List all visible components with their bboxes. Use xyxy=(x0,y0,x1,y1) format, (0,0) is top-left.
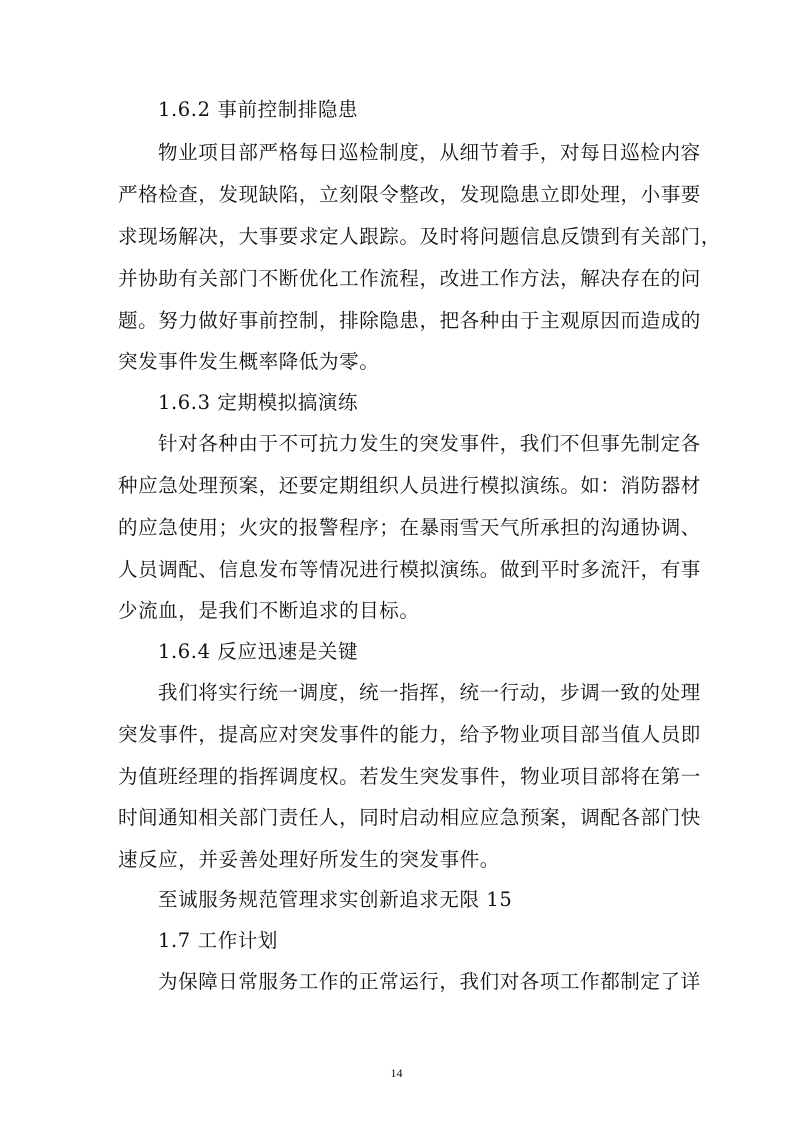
section-heading-1-6-3: 1.6.3 定期模拟搞演练 xyxy=(158,391,359,414)
paragraph-line: 种应急处理预案，还要定期组织人员进行模拟演练。如：消防器材 xyxy=(118,474,701,497)
paragraph-line: 人员调配、信息发布等情况进行模拟演练。做到平时多流汗，有事 xyxy=(118,558,701,581)
paragraph-line: 速反应，并妥善处理好所发生的突发事件。 xyxy=(118,848,500,871)
paragraph-line: 并协助有关部门不断优化工作流程，改进工作方法，解决存在的问 xyxy=(118,267,701,290)
paragraph-line: 少流血，是我们不断追求的目标。 xyxy=(118,599,420,622)
paragraph-line: 为值班经理的指挥调度权。若发生突发事件，物业项目部将在第一 xyxy=(118,765,701,788)
paragraph-line: 我们将实行统一调度，统一指挥，统一行动，步调一致的处理 xyxy=(158,681,701,704)
section-heading-1-6-2: 1.6.2 事前控制排隐患 xyxy=(158,98,359,121)
page-number: 14 xyxy=(390,1066,403,1080)
paragraph-line: 物业项目部严格每日巡检制度，从细节着手，对每日巡检内容 xyxy=(158,141,701,164)
slogan-line: 至诚服务规范管理求实创新追求无限 15 xyxy=(158,888,513,911)
paragraph-line: 为保障日常服务工作的正常运行，我们对各项工作都制定了详 xyxy=(158,970,701,993)
section-heading-1-6-4: 1.6.4 反应迅速是关键 xyxy=(158,640,359,663)
paragraph-line: 时间通知相关部门责任人，同时启动相应应急预案，调配各部门快 xyxy=(118,806,701,829)
paragraph-line: 严格检查，发现缺陷，立刻限令整改，发现隐患立即处理，小事要 xyxy=(118,183,701,206)
paragraph-line: 针对各种由于不可抗力发生的突发事件，我们不但事先制定各 xyxy=(158,432,701,455)
paragraph-line: 题。努力做好事前控制，排除隐患，把各种由于主观原因而造成的 xyxy=(118,309,701,332)
paragraph-line: 突发事件，提高应对突发事件的能力，给予物业项目部当值人员即 xyxy=(118,723,701,746)
section-heading-1-7: 1.7 工作计划 xyxy=(158,929,279,952)
paragraph-line: 的应急使用；火灾的报警程序；在暴雨雪天气所承担的沟通协调、 xyxy=(118,516,701,539)
paragraph-line: 求现场解决，大事要求定人跟踪。及时将问题信息反馈到有关部门， xyxy=(118,225,722,248)
paragraph-line: 突发事件发生概率降低为零。 xyxy=(118,350,380,373)
